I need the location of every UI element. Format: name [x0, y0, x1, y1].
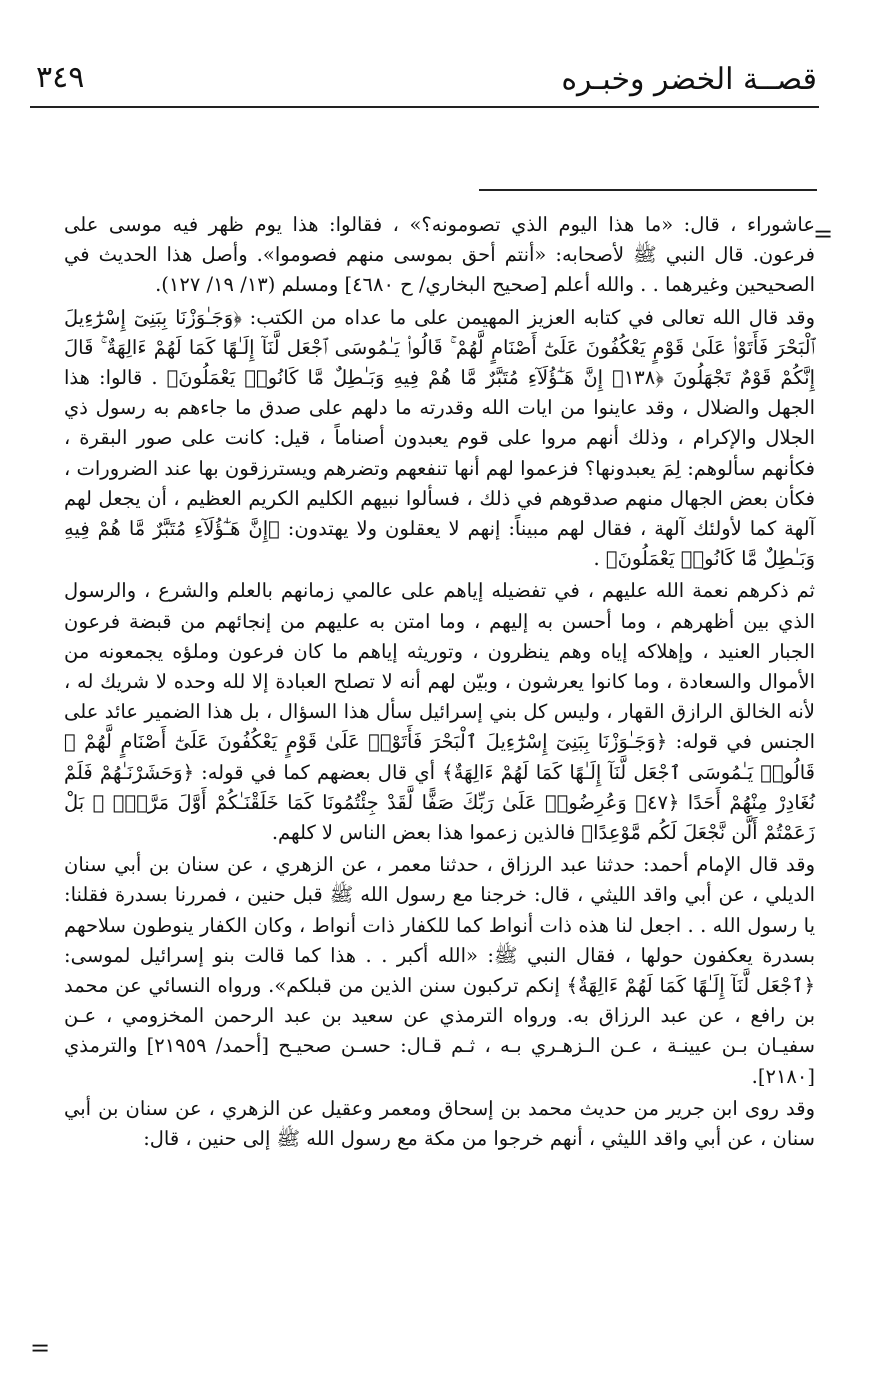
header-rule — [30, 106, 819, 108]
paragraph-ibn-jarir: وقد روى ابن جرير من حديث محمد بن إسحاق ومعمر وعقيل عن الزهري ، عن سنان بن أبي سنان ، عن أبي واقد الليثي ، أنهم خرجوا من مكة مع رسول الله ﷺ إلى حنين ، قال: — [64, 1096, 815, 1151]
continuation-mark-top: = — [813, 220, 834, 248]
page-number: ٣٤٩ — [36, 60, 85, 95]
paragraph-ashura: عاشوراء ، قال: «ما هذا اليوم الذي تصومونه؟» ، فقالوا: هذا يوم ظهر فيه موسى على فرعون. قال النبي ﷺ لأصحابه: «أنتم أحق بموسى منهم فصوموا». وأصل هذا الحديث في الصحيحين وغيرهما . . والله أعلم [صحيح البخاري/ ح ٤٦٨٠] ومسلم (١٣/ ١٩/ ١٢٧). — [64, 213, 815, 297]
running-title: قصــة الخضر وخبـره — [561, 62, 817, 97]
paragraph-hadith-ahmad: وقد قال الإمام أحمد: حدثنا عبد الرزاق ، حدثنا معمر ، عن الزهري ، عن سنان بن أبي سنان الديلي ، عن أبي واقد الليثي ، قال: خرجنا مع رسول الله ﷺ قبل حنين ، فمررنا بسدرة فقلنا: يا رسول الله . . اجعل لنا هذه ذات أنواط كما للكفار ذات أنواط ، وكان الكفار ينوطون سلاحهم بسدرة يعكفون حولها ، فقال النبي ﷺ: «الله أكبر . . هذا كما قالت بنو إسرائيل لموسى: ﴿ٱجْعَل لَّنَآ إِلَـٰهًا كَمَا لَهُمْ ءَالِهَةٌ﴾ إنكم تركبون سنن الذين من قبلكم». ورواه النسائي عن محمد بن رافع ، عن عبد الرزاق به. ورواه الترمذي عن سعيد بن عبد الرحمن المخزومي ، عـن سفيـان بـن عيينـة ، عـن الـزهـري بـه ، ثـم قـال: حسـن صحيـح [أحمد/ ٢١٩٥٩] والترمذي [٢١٨٠]. — [64, 853, 816, 1088]
paragraph-quran-verse: وقد قال الله تعالى في كتابه العزيز المهيمن على ما عداه من الكتب: ﴿وَجَـٰوَزْنَا بِبَنِىٓ إِسْرَٰٓءِيلَ ٱلْبَحْرَ فَأَتَوْا۟ عَلَىٰ قَوْمٍ يَعْكُفُونَ عَلَىٰٓ أَصْنَامٍ لَّهُمْ ۚ قَالُوا۟ يَـٰمُوسَى ٱجْعَل لَّنَآ إِلَـٰهًا كَمَا لَهُمْ ءَالِهَةٌ ۚ قَالَ إِنَّكُمْ قَوْمٌ تَجْهَلُونَ ﴿١٣٨﴾ إِنَّ هَـٰٓؤُلَآءِ مُتَبَّرٌ مَّا هُمْ فِيهِ وَبَـٰطِلٌ مَّا كَانُوا۟ يَعْمَلُونَ﴾ . قالوا: هذا الجهل والضلال ، وقد عاينوا من ايات الله وقدرته ما دلهم على صدق ما جاءهم به رسول ذي الجلال والإكرام ، وذلك أنهم مروا على قوم يعبدون أصناماً ، قيل: كانت على صور البقرة ، فكأنهم سألوهم: لِمَ يعبدونها؟ فزعموا لهم أنها تنفعهم وتضرهم ويسترزقون بها عند الضرورات ، فكأن بعض الجهال منهم صدقوهم في ذلك ، فسألوا نبيهم الكليم الكريم العظيم ، أن يجعل لهم آلهة كما لأولئك آلهة ، فقال لهم مبيناً: إنهم لا يعقلون ولا يهتدون: ﴿إِنَّ هَـٰٓؤُلَآءِ مُتَبَّرٌ مَّا هُمْ فِيهِ وَبَـٰطِلٌ مَّا كَانُوا۟ يَعْمَلُونَ﴾ . — [64, 305, 815, 571]
continuation-mark-bottom: = — [30, 1334, 51, 1362]
separator-rule — [479, 189, 817, 191]
paragraph-blessings: ثم ذكرهم نعمة الله عليهم ، في تفضيله إياهم على عالمي زمانهم بالعلم والشرع ، والرسول الذي بين أظهرهم ، وما أحسن به إليهم ، وما امتن به عليهم من إنجائهم من قبضة فرعون الجبار العنيد ، وإهلاكه إياه وهم ينظرون ، وتوريثه إياهم ما كان فرعون وملؤه يجمعونه من الأموال والسعادة ، وما كانوا يعرشون ، وبيّن لهم أنه لا تصلح العبادة إلا لله وحده لا شريك له ، لأنه الخالق الرازق القهار ، وليس كل بني إسرائيل سأل هذا السؤال ، بل هذا الضمير عائد على الجنس في قوله: ﴿وَجَـٰوَزْنَا بِبَنِىٓ إِسْرَٰٓءِيلَ ٱلْبَحْرَ فَأَتَوْا۟ عَلَىٰ قَوْمٍ يَعْكُفُونَ عَلَىٰٓ أَصْنَامٍ لَّهُمْ ۚ قَالُوا۟ يَـٰمُوسَى ٱجْعَل لَّنَآ إِلَـٰهًا كَمَا لَهُمْ ءَالِهَةٌ﴾ أي قال بعضهم كما في قوله: ﴿وَحَشَرْنَـٰهُمْ فَلَمْ نُغَادِرْ مِنْهُمْ أَحَدًا ﴿٤٧﴾ وَعُرِضُوا۟ عَلَىٰ رَبِّكَ صَفًّا لَّقَدْ جِئْتُمُونَا كَمَا خَلَقْنَـٰكُمْ أَوَّلَ مَرَّةٍۭ ۚ بَلْ زَعَمْتُمْ أَلَّن نَّجْعَلَ لَكُم مَّوْعِدًا﴾ فالذين زعموا هذا بعض الناس لا كلهم. — [64, 579, 815, 845]
body-text — [64, 210, 815, 1154]
page-header — [0, 0, 879, 110]
